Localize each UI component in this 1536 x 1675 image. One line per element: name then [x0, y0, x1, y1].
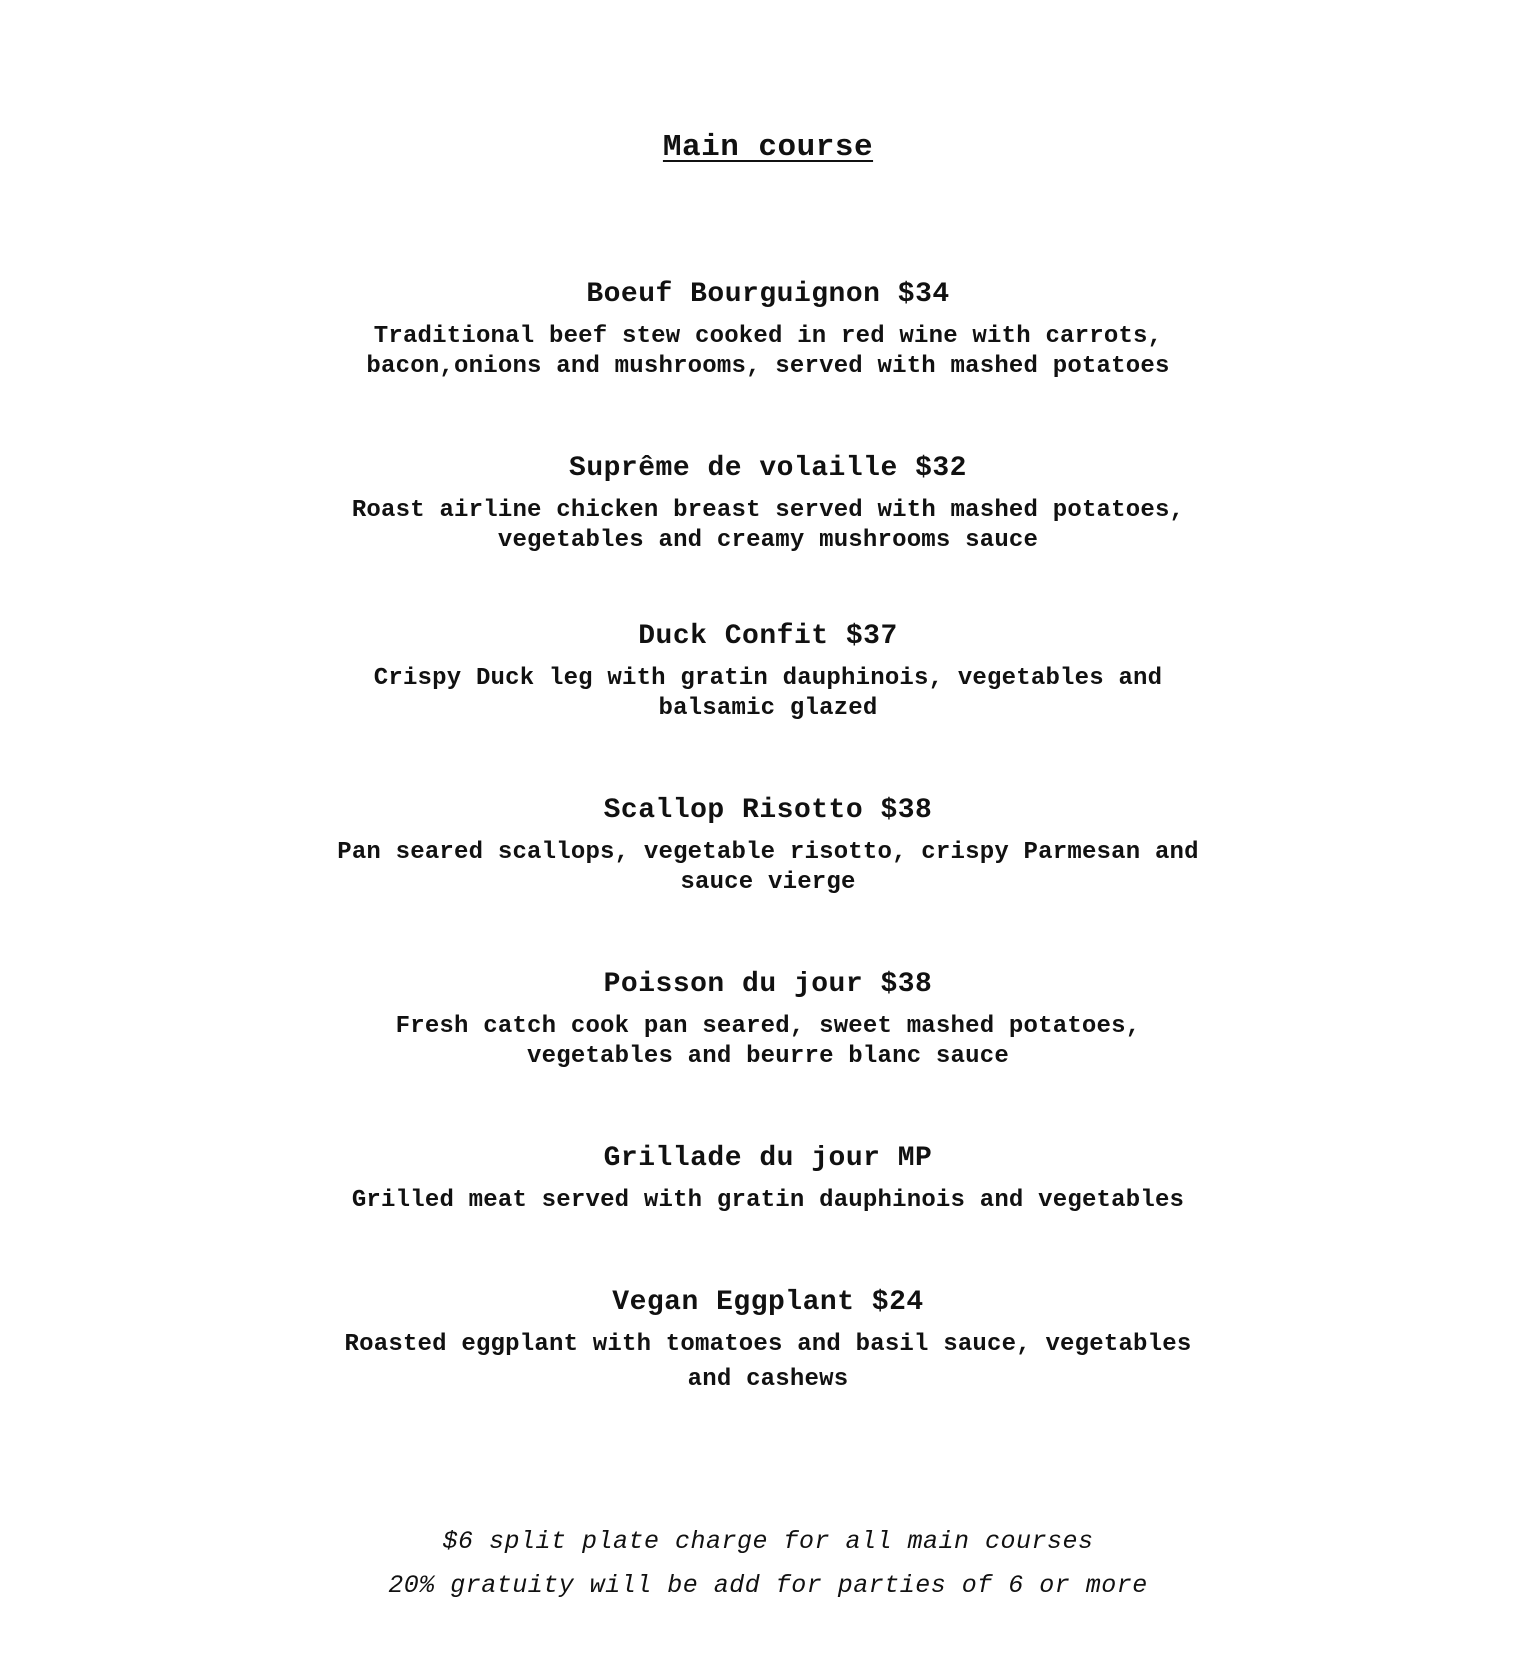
dish-description	[278, 664, 1258, 724]
menu-item	[0, 792, 1536, 898]
menu-item	[0, 1140, 1536, 1216]
menu-item	[0, 276, 1536, 382]
dish-description-line: Fresh catch cook pan seared, sweet mashed potatoes,	[395, 1013, 1141, 1040]
dish-name: Duck Confit $37	[638, 621, 898, 652]
split-plate-note: $6 split plate charge for all main courses	[442, 1527, 1094, 1556]
dish-description-line: Traditional beef stew cooked in red wine with carrots,	[373, 323, 1163, 350]
dish-description	[278, 496, 1258, 556]
dish-name: Poisson du jour $38	[603, 969, 933, 1000]
dish-description-line: vegetables and beurre blanc sauce	[527, 1043, 1009, 1070]
dish-name: Grillade du jour MP	[603, 1143, 933, 1174]
dish-description-line: Roasted eggplant with tomatoes and basil sauce, vegetables	[344, 1331, 1192, 1358]
dish-name: Vegan Eggplant $24	[612, 1287, 924, 1318]
dish-description-line: Crispy Duck leg with gratin dauphinois, vegetables and	[373, 665, 1163, 692]
menu-item	[0, 1284, 1536, 1395]
dish-name: Boeuf Bourguignon $34	[586, 279, 950, 310]
page-title: Main course	[662, 130, 874, 165]
dish-description-line: and cashews	[687, 1366, 849, 1393]
dish-description-line: Pan seared scallops, vegetable risotto, crispy Parmesan and	[337, 839, 1199, 866]
menu-notes	[0, 1520, 1536, 1608]
dish-description-line: Roast airline chicken breast served with mashed potatoes,	[351, 497, 1185, 524]
menu-item	[0, 450, 1536, 556]
dish-description-line: balsamic glazed	[658, 695, 878, 722]
dish-description	[278, 838, 1258, 898]
dish-description	[278, 1330, 1258, 1395]
dish-name: Scallop Risotto $38	[603, 795, 933, 826]
dish-description	[278, 1186, 1258, 1216]
dish-description-line: Grilled meat served with gratin dauphinois and vegetables	[351, 1187, 1185, 1214]
dish-description	[278, 1012, 1258, 1072]
menu-item	[0, 966, 1536, 1072]
dish-description-line: sauce vierge	[680, 869, 856, 896]
dish-name: Suprême de volaille $32	[569, 453, 967, 484]
gratuity-note: 20% gratuity will be add for parties of 6 or more	[388, 1571, 1148, 1600]
menu-item	[0, 618, 1536, 724]
dish-description-line: vegetables and creamy mushrooms sauce	[497, 527, 1039, 554]
dish-description-line: bacon,onions and mushrooms, served with mashed potatoes	[366, 353, 1170, 380]
dish-description	[278, 322, 1258, 382]
